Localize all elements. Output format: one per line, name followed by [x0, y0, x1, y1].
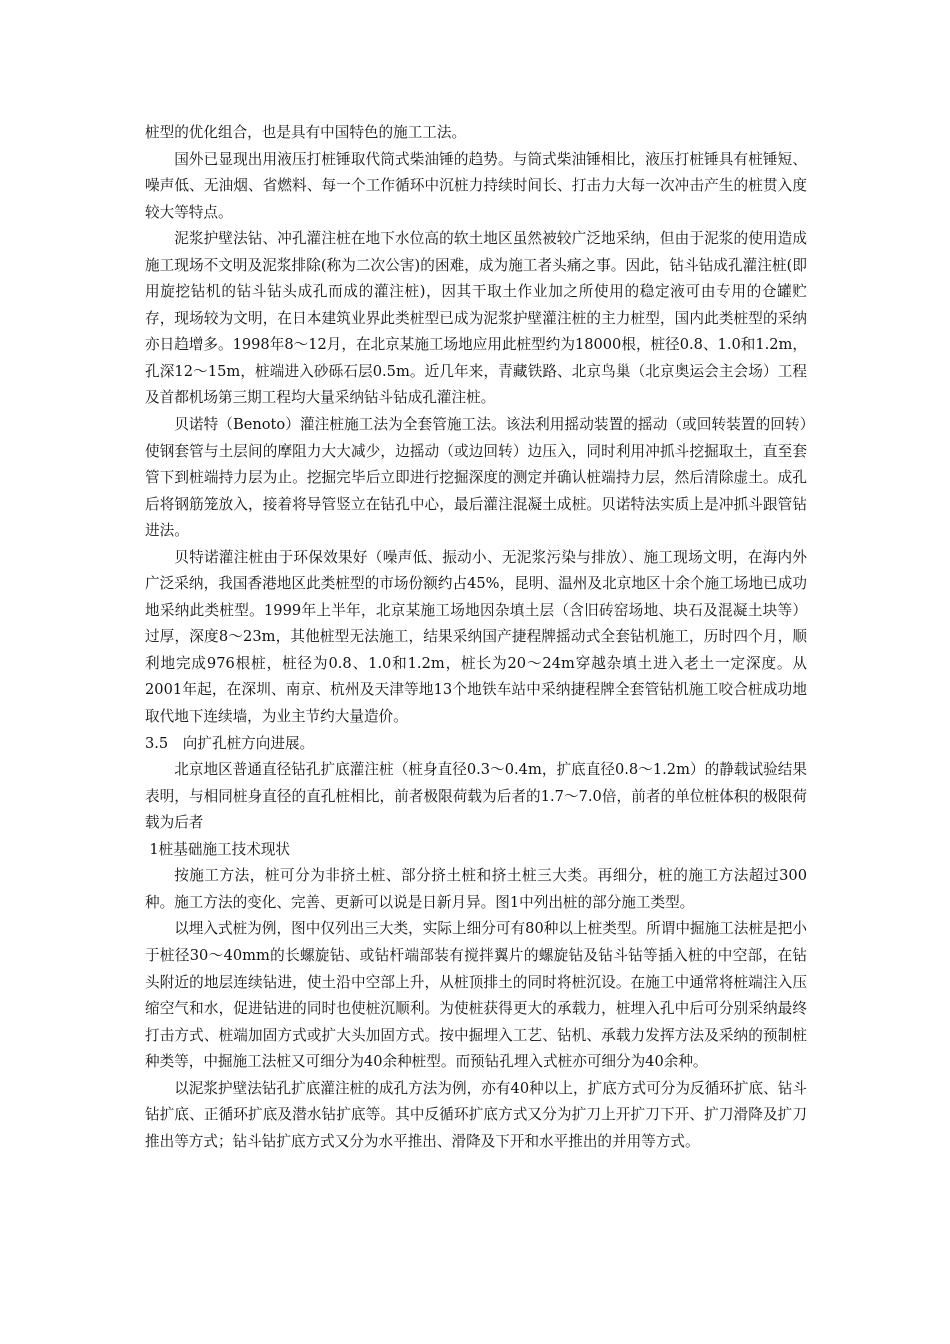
section-heading-3-5: 3.5 向扩孔桩方向进展。: [145, 734, 315, 752]
paragraph-embedded-piles: 以埋入式桩为例，图中仅列出三大类，实际上细分可有80种以上桩类型。所谓中掘施工法桩是把小于桩径30～40mm的长螺旋钻、或钻杆端部装有搅拌翼片的螺旋钻及钻斗钻等插入桩的中空部，在钻头附近的地层连续钻进，使土沿中空部上升，从桩顶排土的同时将桩沉设。在施工中通常将桩端注入压缩空气和水，促进钻进的同时也使桩沉顺利。为使桩获得更大的承载力，桩埋入孔中后可分别采纳最终打击方式、桩端加固方式或扩大头加固方式。按中掘埋入工艺、钻机、承载力发挥方法及采纳的预制桩种类等，中掘施工法桩又可细分为40余种桩型。而预钻孔埋入式桩亦可细分为40余种。: [145, 920, 807, 1071]
paragraph-underream-methods: 以泥浆护壁法钻孔扩底灌注桩的成孔方法为例，亦有40种以上，扩底方式可分为反循环扩底、钻斗钻扩底、正循环扩底及潜水钻扩底等。其中反循环扩底方式又分为扩刀上开扩刀下开、扩刀滑降及扩刀推出等方式；钻斗钻扩底方式又分为水平推出、滑降及下开和水平推出的并用等方式。: [145, 1079, 807, 1150]
paragraph-mud-wall-drilling: 泥浆护壁法钻、冲孔灌注桩在地下水位高的软土地区虽然被较广泛地采纳，但由于泥浆的使用造成施工现场不文明及泥浆排除(称为二次公害)的困难，成为施工者头痛之事。因此，钻斗钻成孔灌注桩(即用旋挖钻机的钻斗钻头成孔而成的灌注桩)，因其干取土作业加之所使用的稳定液可由专用的仓罐贮存，现场较为文明，在日本建筑业界此类桩型已成为泥浆护壁灌注桩的主力桩型，国内此类桩型的采纳亦日趋增多。1998年8～12月，在北京某施工场地应用此桩型约为18000根，桩径0.8、1.0和1.2m，孔深12～15m，桩端进入砂砾石层0.5m。近几年来，青藏铁路、北京鸟巢（北京奥运会主会场）工程及首都机场第三期工程均大量采纳钻斗钻成孔灌注桩。: [145, 230, 807, 407]
section-heading-1: 1桩基础施工技术现状: [149, 840, 291, 858]
paragraph-benoto-method: 贝诺特（Benoto）灌注桩施工法为全套管施工法。该法利用摇动装置的摇动（或回转装置的回转）使钢套管与土层间的摩阻力大大减少，边摇动（或边回转）边压入，同时利用冲抓斗挖掘取土，直至套管下到桩端持力层为止。挖掘完毕后立即进行挖掘深度的测定并确认桩端持力层，然后清除虚土。成孔后将钢筋笼放入，接着将导管竖立在钻孔中心，最后灌注混凝土成桩。贝诺特法实质上是冲抓斗跟管钻进法。: [145, 416, 807, 540]
paragraph-benoto-applications: 贝特诺灌注桩由于环保效果好（噪声低、振动小、无泥浆污染与排放）、施工现场文明，在海内外广泛采纳，我国香港地区此类桩型的市场份额约占45%，昆明、温州及北京地区十余个施工场地已成功地采纳此类桩型。1999年上半年，北京某施工场地因杂填土层（含旧砖窑场地、块石及混凝土块等）过厚，深度8～23m，其他桩型无法施工，结果采纳国产捷程牌摇动式全套钻机施工，历时四个月，顺利地完成976根桩，桩径为0.8、1.0和1.2m，桩长为20～24m穿越杂填土进入老土一定深度。从2001年起，在深圳、南京、杭州及天津等地13个地铁车站中采纳捷程牌全套管钻机施工咬合桩成功地取代地下连续墙，为业主节约大量造价。: [145, 548, 807, 726]
paragraph-hydraulic-hammer: 国外已显现出用液压打桩锤取代筒式柴油锤的趋势。与筒式柴油锤相比，液压打桩锤具有桩锤短、噪声低、无油烟、省燃料、每一个工作循环中沉桩力持续时间长、打击力大每一次冲击产生的桩贯入度较大等特点。: [145, 150, 807, 221]
document-body: [145, 120, 807, 1155]
paragraph-continuation: 桩型的优化组合，也是具有中国特色的施工工法。: [145, 124, 467, 141]
paragraph-underreamed-piles: 北京地区普通直径钻孔扩底灌注桩（桩身直径0.3～0.4m，扩底直径0.8～1.2m）的静载试验结果表明，与相同桩身直径的直孔桩相比，前者极限荷载为后者的1.7～7.0倍，前者的单位桩体积的极限荷载为后者: [145, 761, 807, 832]
paragraph-pile-classification: 按施工方法，桩可分为非挤土桩、部分挤土桩和挤土桩三大类。再细分，桩的施工方法超过300种。施工方法的变化、完善、更新可以说是日新月异。图1中列出桩的部分施工类型。: [145, 867, 807, 911]
